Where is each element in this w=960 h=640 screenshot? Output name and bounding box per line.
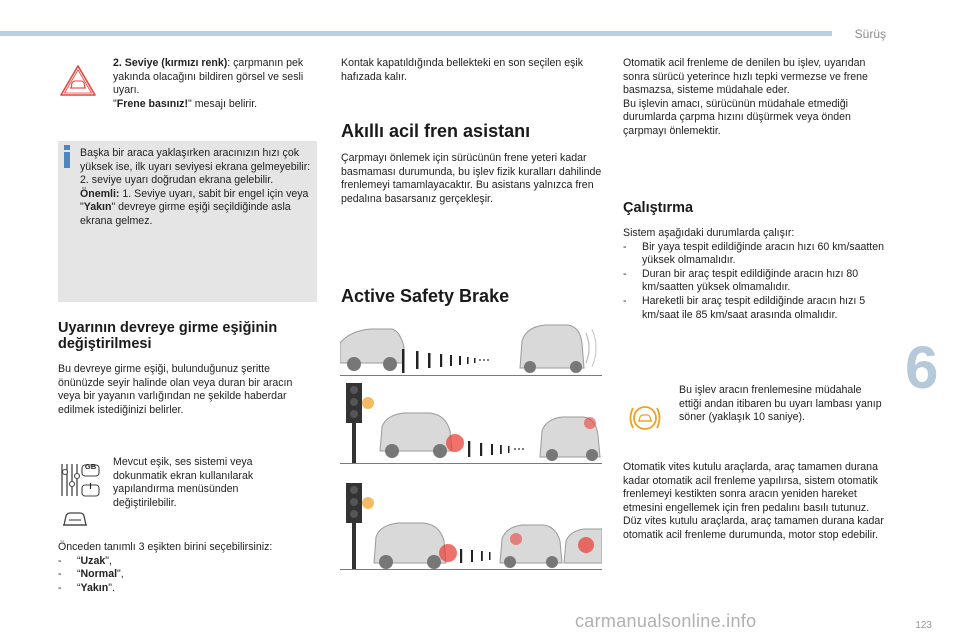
preset-item (58, 555, 320, 569)
info-icon (62, 145, 73, 167)
preset-prefix: “ (77, 581, 81, 594)
presets-block (58, 541, 320, 595)
header-bar (0, 31, 832, 36)
operation-heading: Çalıştırma (623, 200, 694, 216)
assist-text: Çarpmayı önlemek için sürücünün frene yeteri kadar basmaması durumunda, bu işlev fizik kuralları dahilinde frenlemeyi tamamlayacaktır. Bu asistans yalnızca fren pedalına basarsanız gerçekleşir. (341, 152, 602, 205)
condition-item: - Hareketli bir araç tespit edildiğinde aracın hızı 5 km/saat ile 85 km/saat arasında olmalıdır. (623, 295, 888, 322)
preset-suffix: ". (108, 581, 115, 594)
threshold-text: Bu devreye girme eşiği, bulunduğunuz şeritte önünüzde seyir halinde olan veya duran bir aracın veya bir yayanın varlığından ne şekilde haberdar edilmek istediğinizi belirler. (58, 363, 293, 416)
level2-paragraph (113, 57, 318, 111)
preset-prefix: “ (77, 568, 81, 581)
asb-description (623, 57, 888, 139)
chapter-number: 6 (905, 334, 939, 401)
asb-heading: Active Safety Brake (341, 286, 510, 306)
lamp-text: Bu işlev aracın frenlemesine müdahale ettiği andan itibaren bu uyarı lambası yanıp söner (yaklaşık 10 saniye). (679, 384, 882, 424)
section-label: Sürüş (854, 27, 886, 41)
watermark: carmanualsonline.info (575, 611, 757, 631)
threshold-heading: Uyarının devreye girme eşiğinin değiştirilmesi (58, 320, 278, 352)
info-text-2a: 1. Seviye uyarı, sabit bir engel için veya " (80, 187, 309, 214)
level2-title: 2. Seviye (kırmızı renk) (113, 57, 228, 69)
gb-badge: GB (84, 462, 97, 471)
threshold-screen-text: Mevcut eşik, ses sistemi veya dokunmatik ekran kullanılarak yapılandırma menüsünden değiştirilebilir. (113, 456, 254, 509)
collision-warning-icon (58, 60, 98, 100)
conditions-block (623, 227, 888, 322)
asb-intro-text: Otomatik acil frenleme de denilen bu işlev, uyarıdan sonra sürücü yeterince hızlı tepki vermezse ve frene basmazsa, sisteme müdahale eder. (623, 57, 868, 97)
i-badge: I (89, 482, 92, 491)
preset-suffix: ", (117, 568, 124, 581)
page-number: 123 (915, 620, 932, 631)
queue-scenario-illustration (340, 475, 602, 570)
preset-uzak: Uzak (80, 554, 106, 567)
quote-open: " (113, 97, 117, 110)
assist-heading: Akıllı acil fren asistanı (341, 121, 531, 141)
asb-warning-lamp-icon (625, 400, 665, 436)
condition-item: - Duran bir araç tespit edildiğinde aracın hızı 80 km/saatten yüksek olmamalıdır. (623, 268, 888, 295)
preset-suffix: ", (105, 554, 112, 567)
conditions-intro: Sistem aşağıdaki durumlarda çalışır: (623, 227, 795, 239)
preset-yakin: Yakın (80, 581, 109, 594)
yakin-label: Yakın (83, 201, 112, 214)
preset-item (58, 568, 320, 582)
info-box-text (80, 147, 312, 229)
gearbox-block (623, 461, 888, 543)
preset-normal: Normal (80, 568, 118, 581)
braking-scenario-illustration (340, 383, 602, 464)
auto-gearbox-text: Otomatik vites kutulu araçlarda, araç tamamen durana kadar otomatik acil frenleme yapılırsa, sistem otomatik frenlemeyi kestikten sonra aracın yeniden hareket etmesini engellemek için fren pedalını basılı tutunuz. (623, 461, 878, 514)
preset-item (58, 582, 320, 596)
conditions-list (623, 241, 888, 323)
important-label: Önemli: (80, 187, 120, 200)
asb-purpose-text: Bu işlevin amacı, sürücünün müdahale etmediği durumlarda çarpma hızını düşürmek veya önden çarpmayı önlemektir. (623, 97, 851, 137)
condition-item: - Bir yaya tespit edildiğinde aracın hızı 60 km/saatten yüksek olmamalıdır. (623, 241, 888, 268)
level2-msg-tail: " mesajı belirir. (188, 97, 258, 110)
preset-prefix: “ (77, 554, 81, 567)
pedestrian-scenario-illustration (340, 323, 602, 376)
presets-list (58, 555, 320, 596)
level2-text: : çarpmanın pek yakında olacağını bildiren görsel ve sesli uyarı. (113, 57, 304, 97)
info-text-2c: " devreye girme eşiği seçildiğinde asla ekrana gelmez. (80, 201, 291, 227)
touchscreen-car-icon (60, 507, 90, 533)
manual-gearbox-text: Düz vites kutulu araçlarda, araç tamamen durana kadar otomatik acil frenleme durumunda, motor stop edebilir. (623, 515, 884, 541)
presets-intro: Önceden tanımlı 3 eşikten birini seçebilirsiniz: (58, 541, 273, 553)
info-text-1: Başka bir araca yaklaşırken aracınızın hızı çok yüksek ise, ilk uyarı seviyesi ekrana gelmeyebilir: 2. seviye uyarı doğrudan ekrana gelebilir. (80, 147, 311, 187)
brake-message: Frene basınız! (116, 97, 188, 110)
memory-text: Kontak kapatıldığında bellekteki en son seçilen eşik hafızada kalır. (341, 57, 584, 83)
